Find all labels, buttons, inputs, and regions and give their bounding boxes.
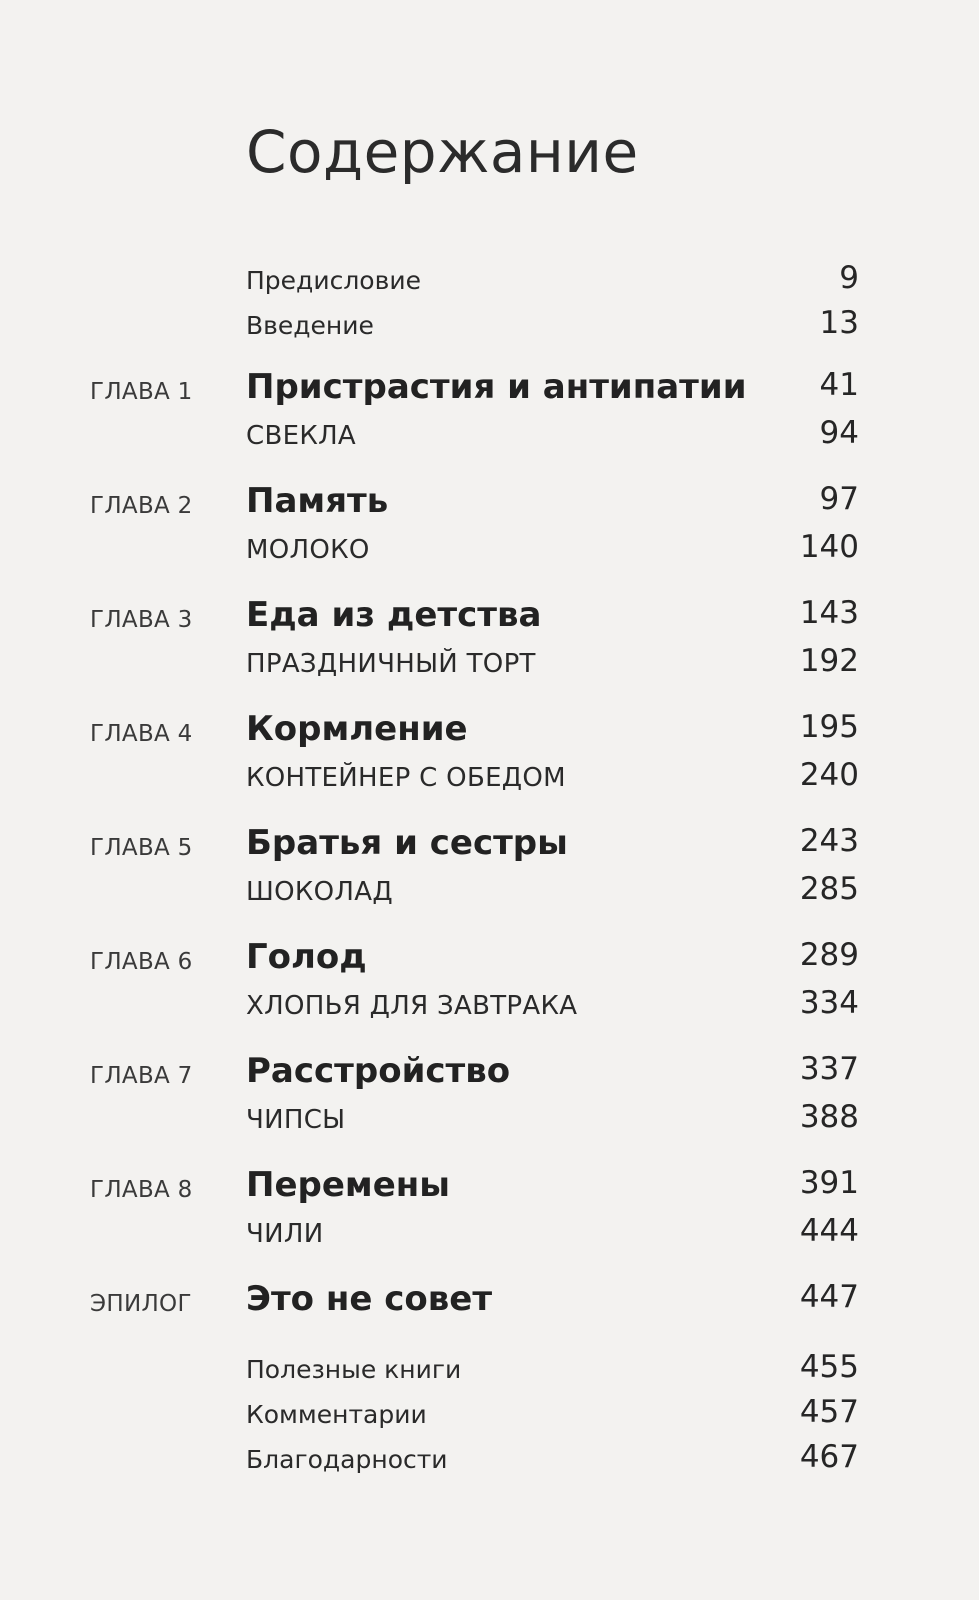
subentry-title: ХЛОПЬЯ ДЛЯ ЗАВТРАКА	[246, 991, 578, 1021]
chapter-label: ГЛАВА 1	[90, 379, 193, 405]
toc-subentry-1[interactable]	[0, 413, 979, 459]
subentry-title: ЧИПСЫ	[246, 1105, 346, 1135]
chapter-title: Кормление	[246, 709, 468, 749]
subentry-page: 94	[819, 415, 859, 451]
toc-subentry-2[interactable]	[0, 527, 979, 573]
page-title: Содержание	[246, 118, 639, 186]
chapter-label: ГЛАВА 6	[90, 949, 193, 975]
toc-chapter-3[interactable]	[0, 595, 979, 641]
chapter-page: 97	[819, 481, 859, 517]
chapter-page: 289	[799, 937, 859, 973]
toc-chapter-2[interactable]	[0, 481, 979, 527]
subentry-page: 388	[799, 1099, 859, 1135]
epilogue-title: Это не совет	[246, 1279, 493, 1319]
toc-chapter-6[interactable]	[0, 937, 979, 983]
entry-page: 9	[839, 260, 859, 296]
toc-entry-introduction[interactable]	[0, 303, 979, 349]
toc-chapter-8[interactable]	[0, 1165, 979, 1211]
toc-chapter-7[interactable]	[0, 1051, 979, 1097]
toc-entry-useful-books[interactable]	[0, 1347, 979, 1393]
subentry-page: 334	[799, 985, 859, 1021]
subentry-title: ПРАЗДНИЧНЫЙ ТОРТ	[246, 649, 536, 679]
toc-epilogue[interactable]	[0, 1279, 979, 1325]
chapter-page: 143	[799, 595, 859, 631]
toc-subentry-8[interactable]	[0, 1211, 979, 1257]
chapter-label: ГЛАВА 4	[90, 721, 193, 747]
chapter-title: Еда из детства	[246, 595, 542, 635]
chapter-label: ГЛАВА 2	[90, 493, 193, 519]
subentry-title: ЧИЛИ	[246, 1219, 324, 1249]
subentry-title: МОЛОКО	[246, 535, 370, 565]
chapter-title: Расстройство	[246, 1051, 511, 1091]
subentry-page: 444	[799, 1213, 859, 1249]
subentry-page: 192	[799, 643, 859, 679]
chapter-page: 391	[799, 1165, 859, 1201]
entry-page: 467	[799, 1439, 859, 1475]
toc-chapter-4[interactable]	[0, 709, 979, 755]
chapter-title: Перемены	[246, 1165, 450, 1205]
chapter-label: ГЛАВА 7	[90, 1063, 193, 1089]
chapter-title: Братья и сестры	[246, 823, 568, 863]
subentry-page: 140	[799, 529, 859, 565]
toc-subentry-7[interactable]	[0, 1097, 979, 1143]
toc-subentry-5[interactable]	[0, 869, 979, 915]
subentry-title: ШОКОЛАД	[246, 877, 393, 907]
chapter-title: Память	[246, 481, 389, 521]
chapter-label: ГЛАВА 3	[90, 607, 193, 633]
entry-title: Благодарности	[246, 1445, 448, 1474]
chapter-label: ГЛАВА 8	[90, 1177, 193, 1203]
entry-title: Введение	[246, 311, 374, 340]
chapter-label: ГЛАВА 5	[90, 835, 193, 861]
entry-page: 457	[799, 1394, 859, 1430]
entry-page: 13	[819, 305, 859, 341]
toc-chapter-1[interactable]	[0, 367, 979, 413]
toc-subentry-3[interactable]	[0, 641, 979, 687]
subentry-page: 240	[799, 757, 859, 793]
entry-title: Полезные книги	[246, 1355, 462, 1384]
entry-title: Предисловие	[246, 266, 421, 295]
chapter-title: Голод	[246, 937, 367, 977]
epilogue-page: 447	[799, 1279, 859, 1315]
chapter-title: Пристрастия и антипатии	[246, 367, 747, 407]
toc-subentry-6[interactable]	[0, 983, 979, 1029]
entry-title: Комментарии	[246, 1400, 427, 1429]
toc-entry-comments[interactable]	[0, 1392, 979, 1438]
subentry-title: СВЕКЛА	[246, 421, 357, 451]
chapter-page: 337	[799, 1051, 859, 1087]
toc-chapter-5[interactable]	[0, 823, 979, 869]
entry-page: 455	[799, 1349, 859, 1385]
toc-entry-preface[interactable]	[0, 258, 979, 304]
chapter-page: 41	[819, 367, 859, 403]
toc-entry-acknowledgements[interactable]	[0, 1437, 979, 1483]
chapter-page: 195	[799, 709, 859, 745]
epilogue-label: ЭПИЛОГ	[90, 1291, 192, 1317]
subentry-title: КОНТЕЙНЕР С ОБЕДОМ	[246, 763, 566, 793]
subentry-page: 285	[799, 871, 859, 907]
chapter-page: 243	[799, 823, 859, 859]
toc-subentry-4[interactable]	[0, 755, 979, 801]
